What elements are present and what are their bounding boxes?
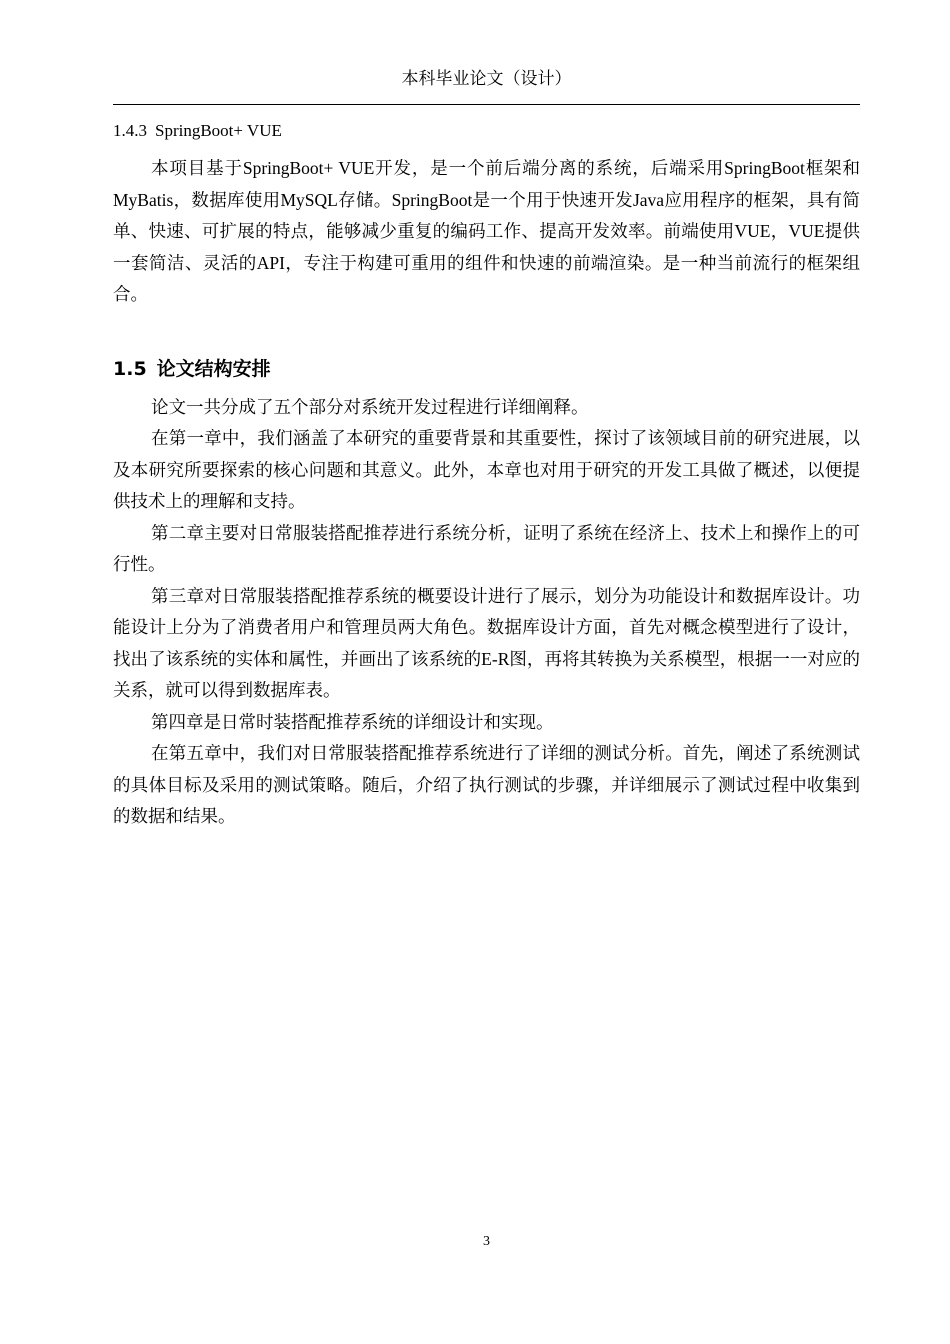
subsection-number: 1.4.3 [113,121,147,140]
header-title: 本科毕业论文（设计） [401,69,572,88]
paragraph: 第四章是日常时装搭配推荐系统的详细设计和实现。 [151,711,554,732]
subsection-heading [113,118,860,144]
subsection-title: SpringBoot+ VUE [155,121,282,140]
section-heading [113,355,860,383]
paragraph: 第三章对日常服装搭配推荐系统的概要设计进行了展示，划分为功能设计和数据库设计。功能设计上分为了消费者用户和管理员两大角色。数据库设计方面，首先对概念模型进行了设计，找出了该系统的实体和属性，并画出了该系统的E-R图，再将其转换为关系模型，根据一一对应的关系，就可以得到数据库表。 [113,585,860,700]
paragraph: 本项目基于SpringBoot+ VUE开发，是一个前后端分离的系统，后端采用SpringBoot框架和MyBatis，数据库使用MySQL存储。SpringBoot是一个用于快速开发Java应用程序的框架，具有简单、快速、可扩展的特点，能够减少重复的编码工作、提高开发效率。前端使用VUE，VUE提供一套简洁、灵活的API，专注于构建可重用的组件和快速的前端渲染。是一种当前流行的框架组合。 [113,158,860,304]
page-header [113,68,860,90]
section-number: 1.5 [113,357,147,380]
header-divider [113,104,860,105]
paragraph: 第二章主要对日常服装搭配推荐进行系统分析，证明了系统在经济上、技术上和操作上的可行性。 [113,522,860,574]
paragraph: 在第五章中，我们对日常服装搭配推荐系统进行了详细的测试分析。首先，阐述了系统测试的具体目标及采用的测试策略。随后，介绍了执行测试的步骤，并详细展示了测试过程中收集到的数据和结果。 [113,743,860,826]
paragraph: 在第一章中，我们涵盖了本研究的重要背景和其重要性，探讨了该领域目前的研究进展，以及本研究所要探索的核心问题和其意义。此外，本章也对用于研究的开发工具做了概述，以便提供技术上的理解和支持。 [113,428,860,511]
document-body [113,118,860,833]
section-title: 论文结构安排 [156,357,271,380]
paragraph: 论文一共分成了五个部分对系统开发过程进行详细阐释。 [151,396,589,417]
page-number-value: 3 [483,1234,490,1249]
page-number [113,1233,860,1251]
